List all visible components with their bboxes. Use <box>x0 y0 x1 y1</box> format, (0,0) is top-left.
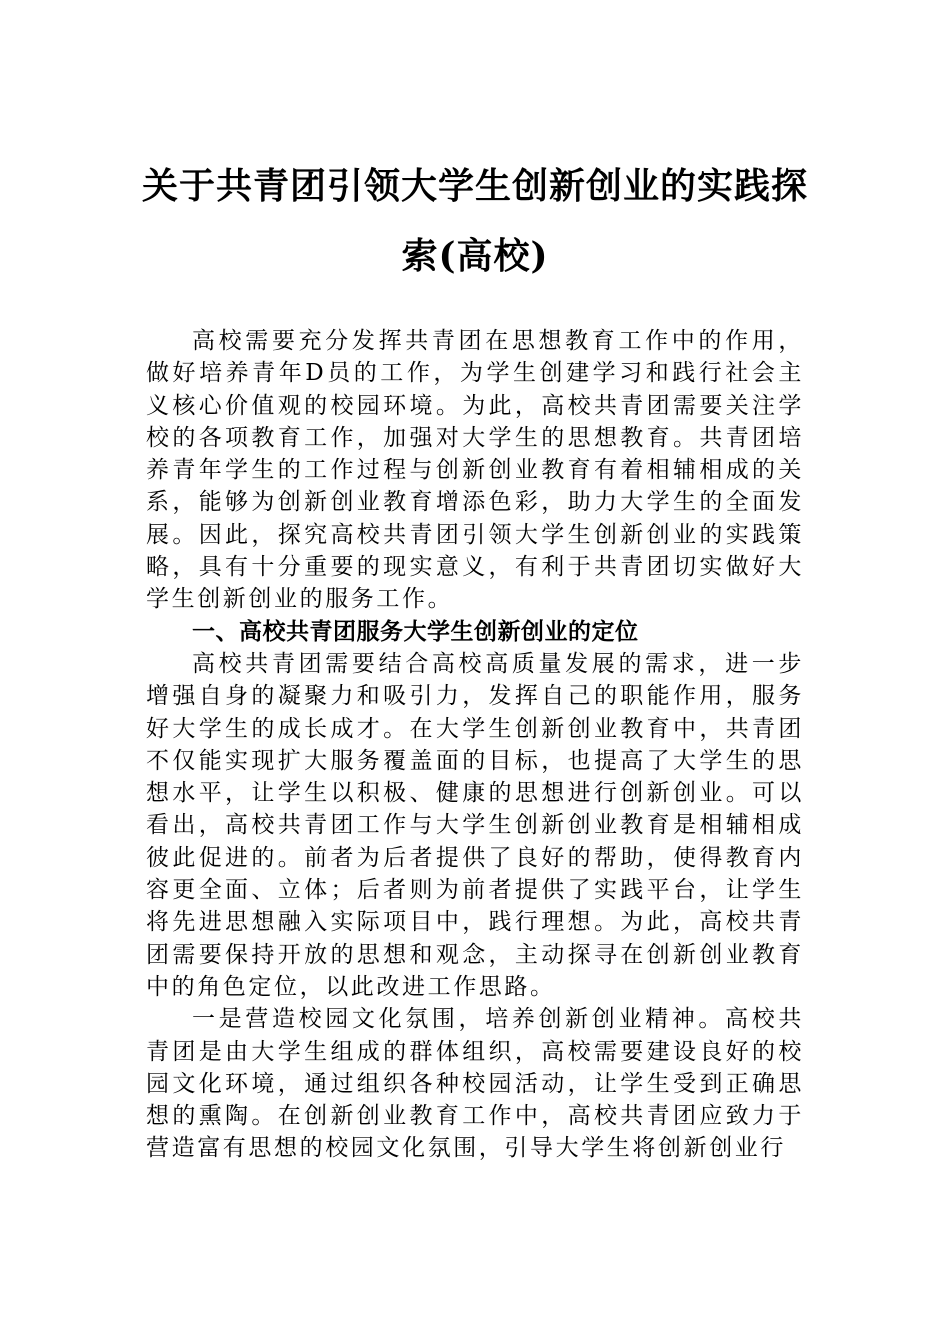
section-paragraph: 一是营造校园文化氛围，培养创新创业精神。高校共青团是由大学生组成的群体组织，高校需要建设良好的校园文化环境，通过组织各种校园活动，让学生受到正确思想的熏陶。在创新创业教育工作中，高校共青团应致力于营造富有思想的校园文化氛围，引导大学生将创新创业行 <box>146 1006 804 1162</box>
document-body <box>146 325 804 1165</box>
section-paragraph: 高校共青团需要结合高校高质量发展的需求，进一步增强自身的凝聚力和吸引力，发挥自己的职能作用，服务好大学生的成长成才。在大学生创新创业教育中，共青团不仅能实现扩大服务覆盖面的目标，也提高了大学生的思想水平，让学生以积极、健康的思想进行创新创业。可以看出，高校共青团工作与大学生创新创业教育是相辅相成彼此促进的。前者为后者提供了良好的帮助，使得教育内容更全面、立体；后者则为前者提供了实践平台，让学生将先进思想融入实际项目中，践行理想。为此，高校共青团需要保持开放的思想和观念，主动探寻在创新创业教育中的角色定位，以此改进工作思路。 <box>146 650 804 1000</box>
document-title-line-1: 关于共青团引领大学生创新创业的实践探 <box>141 165 808 207</box>
intro-paragraph: 高校需要充分发挥共青团在思想教育工作中的作用，做好培养青年D员的工作，为学生创建学习和践行社会主义核心价值观的校园环境。为此，高校共青团需要关注学校的各项教育工作，加强对大学生的思想教育。共青团培养青年学生的工作过程与创新创业教育有着相辅相成的关系，能够为创新创业教育增添色彩，助力大学生的全面发展。因此，探究高校共青团引领大学生创新创业的实践策略，具有十分重要的现实意义，有利于共青团切实做好大学生创新创业的服务工作。 <box>146 328 804 613</box>
section-heading: 一、高校共青团服务大学生创新创业的定位 <box>192 618 639 645</box>
document-title-line-2: 索(高校) <box>401 235 549 277</box>
